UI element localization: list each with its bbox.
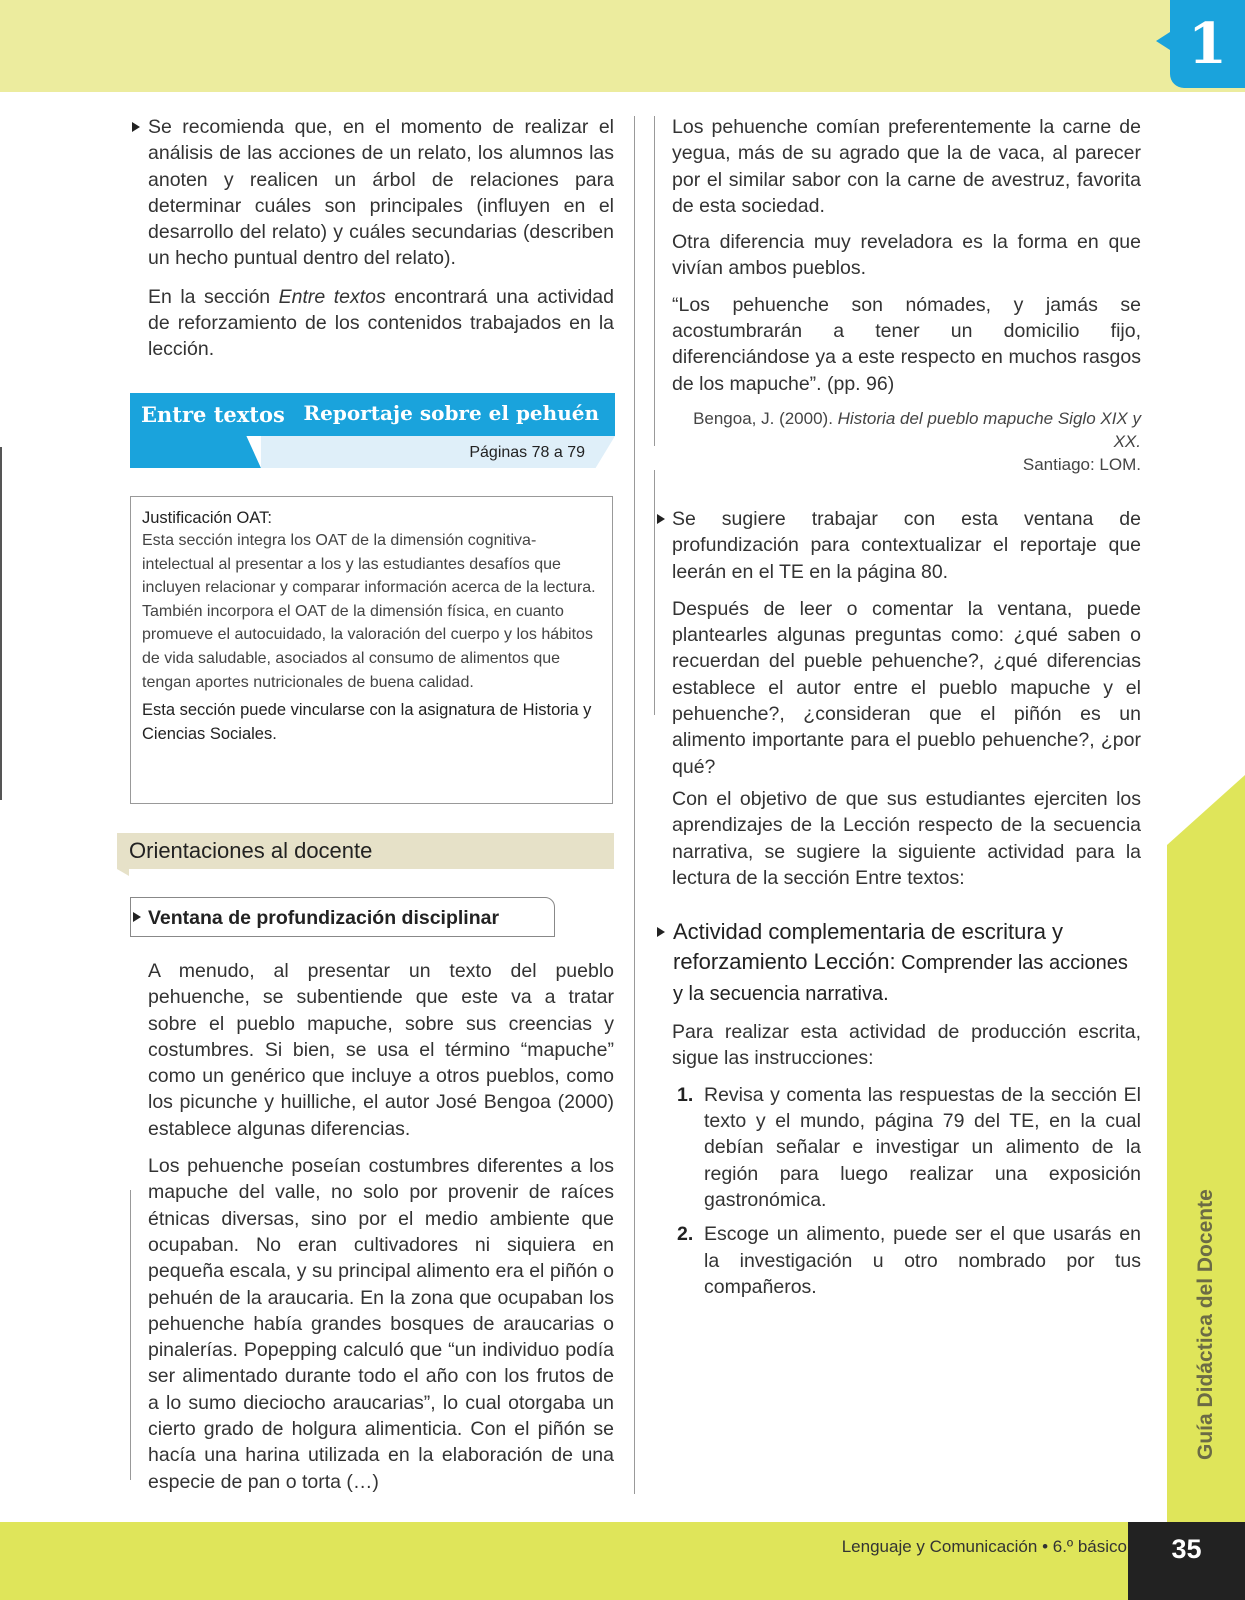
step-number: 2.: [677, 1223, 694, 1246]
citation-title: Historia del pueblo mapuche Siglo XIX y XX.: [837, 408, 1141, 451]
right-paragraph-5: Con el objetivo de que sus estudiantes ejerciten los aprendizajes de la Lección respecto de la secuencia narrativa, se sugiere la siguiente actividad para la lectura de la sección Entre textos:: [672, 787, 1141, 889]
activity-intro: Para realizar esta actividad de producción escrita, sigue las instrucciones:: [672, 1021, 1141, 1070]
quote-block: [655, 114, 1141, 476]
intro-text-2: encontrará una actividad de reforzamiento de los contenidos trabajados en la lección.: [148, 285, 614, 361]
top-band: [0, 0, 1245, 92]
activity-step: [672, 1221, 1141, 1300]
bullet-suggestion: Se sugiere trabajar con esta ventana de profundización para contextualizar el reportaje que leerán en el TE en la página 80.: [655, 506, 1141, 585]
activity-title-sub: Comprender las acciones y la secuencia narrativa.: [673, 952, 1128, 1006]
footer-subject: Lenguaje y Comunicación • 6.º básico: [841, 1537, 1127, 1556]
right-paragraph-3: “Los pehuenche son nómades, y jamás se acostumbrarán a tener un domicilio fijo, diferenciándose ya a este respecto en muchos rasgos de los mapuche”. (pp. 96): [672, 293, 1141, 395]
column-divider: [634, 116, 635, 1494]
ventana-content: [148, 958, 614, 1495]
right-paragraph-2: Otra diferencia muy reveladora es la forma en que vivían ambos pueblos.: [672, 231, 1141, 280]
left-column: [130, 114, 614, 363]
quote-rule-left: [130, 1190, 131, 1480]
step-number: 1.: [677, 1083, 694, 1106]
citation-publisher: Santiago: LOM.: [1022, 454, 1141, 474]
intro-text-1: En la sección: [148, 285, 279, 308]
entre-textos-pages: Páginas 78 a 79: [469, 444, 585, 461]
entre-textos-banner: [130, 393, 615, 468]
oat-link: Esta sección puede vincularse con la asignatura de Historia y Ciencias Sociales.: [142, 701, 592, 744]
right-column: [655, 114, 1141, 1300]
ventana-header: [130, 897, 555, 937]
activity-title-main: Actividad complementaria de escritura y reforzamiento Lección:: [673, 919, 1064, 975]
activity-step: [672, 1082, 1141, 1213]
step-text: Escoge un alimento, puede ser el que usarás en la investigación u otro nombrado por tus compañeros.: [704, 1223, 1141, 1298]
oat-box: [130, 496, 613, 804]
oat-title: Justificación OAT:: [142, 509, 272, 527]
entre-textos-title: Reportaje sobre el pehuén: [303, 401, 599, 425]
entre-textos-intro: [130, 284, 614, 363]
orientaciones-header: [117, 833, 614, 869]
margin-line: [0, 447, 2, 800]
citation-author: Bengoa, J. (2000).: [693, 408, 838, 428]
bottom-band: [0, 1522, 1245, 1600]
orientaciones-title: Orientaciones al docente: [129, 838, 373, 863]
right-paragraph-4: Después de leer o comentar la ventana, puede plantearles algunas preguntas como: ¿qué saben o recuerdan del pueble pehuenche?, ¿qué diferencias establece el autor entre el pueblo mapuche y el pehuenche?, ¿consideran que el piñón es un alimento importante para el pueblo pehuenche?, ¿por qué?: [672, 597, 1141, 778]
bullet-recommendation: Se recomienda que, en el momento de realizar el análisis de las acciones de un relato, los alumnos las anoten y realicen un árbol de relaciones para determinar cuáles son principales (influyen en el desarrollo del relato) y cuáles secundarias (describen un hecho puntual dentro del relato).: [130, 114, 614, 272]
ventana-title: Ventana de profundización disciplinar: [148, 907, 500, 929]
intro-text-italic: Entre textos: [278, 285, 386, 308]
activity-steps: [655, 1082, 1141, 1300]
side-label: Guía Didáctica del Docente: [1194, 1189, 1217, 1460]
activity-title: [655, 917, 1141, 1009]
step-text: Revisa y comenta las respuestas de la sección El texto y el mundo, página 79 del TE, en la cual debían señalar e investigar un alimento de la región para luego realizar una exposición gastronómica.: [704, 1083, 1141, 1211]
page-number: 35: [1128, 1522, 1245, 1600]
oat-body: Esta sección integra los OAT de la dimensión cognitiva-intelectual al presentar a los y las estudiantes desafíos que incluyen relacionar y comparar información acerca de la lectura. También incorpora el OAT de la dimensión física, en cuanto promueve el autocuidado, la valoración del cuerpo y los hábitos de vida saludable, asociados al consumo de alimentos que tengan aportes nutricionales de buena calidad.: [142, 532, 596, 691]
entre-textos-label: Entre textos: [141, 402, 285, 427]
ventana-paragraph-2: Los pehuenche poseían costumbres diferentes a los mapuche del valle, no solo por provenir de raíces étnicas diversas, sino por el medio ambiente que ocupaban. No eran cultivadores ni siquiera en pequeña escala, y su principal alimento era el piñón o pehuén de la araucaria. En la zona que ocupaban los pehuenche había grandes bosques de araucarias o pinalerías. Popepping calculó que “un individuo podía ser alimentado durante todo el año con los frutos de a lo sumo dieciocho araucarias”, lo cual otorgaba un cierto grado de holgura alimenticia. Con el piñón se hacía una harina utilizada en la elaboración de una especie de pan o torta (…): [148, 1155, 614, 1493]
right-paragraph-1: Los pehuenche comían preferentemente la carne de yegua, más de su agrado que la de vaca, al parecer por el similar sabor con la carne de avestruz, favorita de esta sociedad.: [672, 116, 1141, 217]
citation: [672, 407, 1141, 476]
ventana-paragraph-1: A menudo, al presentar un texto del pueblo pehuenche, se subentiende que este va a tratar sobre el pueblo mapuche, sobre sus creencias y costumbres. Si bien, se usa el término “mapuche” como un genérico que incluye a otros pueblos, como los picunche y huilliche, el autor José Bengoa (2000) establece algunas diferencias.: [148, 960, 614, 1140]
unit-number: 1: [1188, 11, 1227, 77]
